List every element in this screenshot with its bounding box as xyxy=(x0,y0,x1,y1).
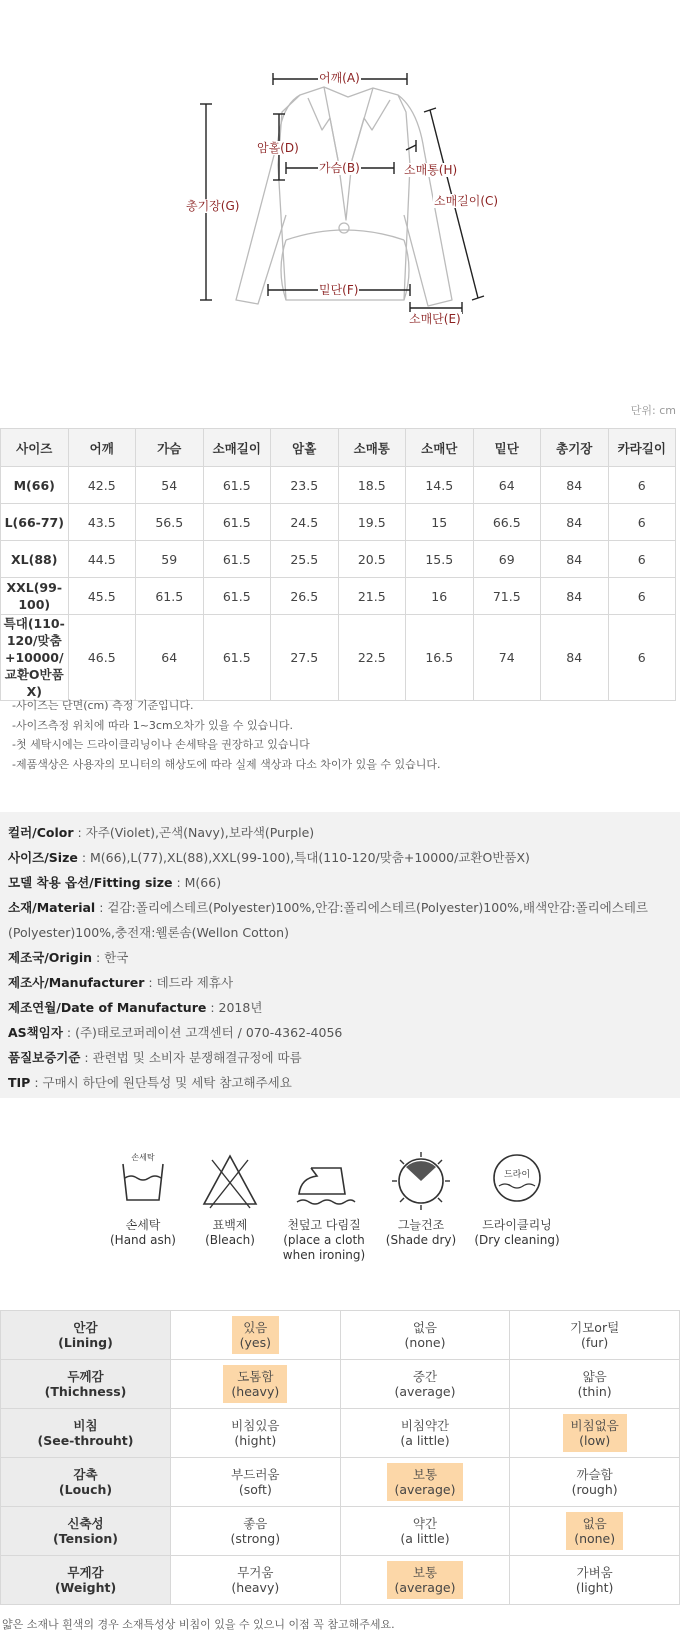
label-chest: 가슴(B) xyxy=(319,161,360,175)
option-en: (average) xyxy=(394,1384,456,1399)
info-value: : M(66) xyxy=(172,875,222,890)
fabric-option-cell xyxy=(510,1409,680,1458)
table-cell: 23.5 xyxy=(271,467,339,504)
table-cell: 64 xyxy=(473,467,541,504)
table-cell: 15 xyxy=(406,504,474,541)
option-en: (a little) xyxy=(400,1531,450,1546)
table-cell: 43.5 xyxy=(68,504,136,541)
table-row xyxy=(1,541,676,578)
table-cell: 84 xyxy=(541,615,609,701)
header-cell: 소매통 xyxy=(338,429,406,467)
fabric-option xyxy=(387,1365,464,1403)
iron-icon xyxy=(289,1150,359,1212)
fabric-option-cell xyxy=(340,1409,510,1458)
table-cell: 26.5 xyxy=(271,578,339,615)
option-en: (a little) xyxy=(400,1433,450,1448)
option-ko: 비침약간 xyxy=(400,1418,450,1433)
fabric-option-cell xyxy=(340,1311,510,1360)
fabric-head-ko: 비침 xyxy=(73,1418,98,1433)
info-key: 제조연월/Date of Manufacture xyxy=(8,1000,207,1015)
header-cell: 암홀 xyxy=(271,429,339,467)
care-label-en: (place a cloth xyxy=(283,1233,365,1247)
fabric-row-head xyxy=(1,1556,171,1605)
fabric-row-head xyxy=(1,1507,171,1556)
option-en: (heavy) xyxy=(231,1580,280,1595)
fabric-option xyxy=(562,1316,627,1354)
table-cell: 59 xyxy=(136,541,204,578)
info-key: 품질보증기준 xyxy=(8,1050,81,1065)
table-cell: 6 xyxy=(608,578,676,615)
info-date xyxy=(8,995,672,1020)
option-en: (light) xyxy=(575,1580,614,1595)
size-name: 특대(110-120/맞춤+10000/교환O반품X) xyxy=(1,615,69,701)
table-cell: 6 xyxy=(608,541,676,578)
care-label-en: (Hand ash) xyxy=(110,1233,176,1247)
fabric-option xyxy=(223,1561,287,1599)
option-en: (rough) xyxy=(571,1482,618,1497)
table-cell: 84 xyxy=(541,504,609,541)
fabric-option-selected xyxy=(563,1414,627,1452)
table-cell: 42.5 xyxy=(68,467,136,504)
care-label-en2: when ironing) xyxy=(282,1248,366,1262)
header-cell: 총기장 xyxy=(541,429,609,467)
fabric-option-cell xyxy=(340,1360,510,1409)
info-size xyxy=(8,845,672,870)
size-name: XL(88) xyxy=(1,541,69,578)
header-cell: 소매길이 xyxy=(203,429,271,467)
table-cell: 21.5 xyxy=(338,578,406,615)
size-table-header xyxy=(1,429,676,467)
note-line: -사이즈측정 위치에 따라 1~3cm오차가 있을 수 있습니다. xyxy=(12,718,293,732)
label-shoulder: 어깨(A) xyxy=(319,71,360,85)
info-key: TIP xyxy=(8,1075,31,1090)
info-fitting xyxy=(8,870,672,895)
info-value: : 한국 xyxy=(92,950,129,965)
table-row xyxy=(1,467,676,504)
fabric-option xyxy=(564,1463,626,1501)
info-key: 제조국/Origin xyxy=(8,950,92,965)
dry-clean-badge: 드라이 xyxy=(503,1170,531,1180)
table-cell: 24.5 xyxy=(271,504,339,541)
size-diagram xyxy=(0,0,680,400)
care-label: 천덮고 다림질 xyxy=(287,1218,361,1232)
table-cell: 15.5 xyxy=(406,541,474,578)
option-en: (soft) xyxy=(238,1482,272,1497)
fabric-option xyxy=(397,1316,454,1354)
option-ko: 가벼움 xyxy=(576,1565,613,1580)
option-en: (thin) xyxy=(577,1384,612,1399)
table-cell: 18.5 xyxy=(338,467,406,504)
option-ko: 비침있음 xyxy=(231,1418,280,1433)
fabric-option xyxy=(223,1463,287,1501)
option-ko: 보통 xyxy=(412,1467,438,1482)
size-name: L(66-77) xyxy=(1,504,69,541)
table-cell: 66.5 xyxy=(473,504,541,541)
fabric-option xyxy=(223,1512,289,1550)
table-cell: 56.5 xyxy=(136,504,204,541)
fabric-row xyxy=(1,1507,680,1556)
option-en: (yes) xyxy=(239,1335,271,1350)
fabric-option-cell xyxy=(171,1458,341,1507)
info-key: AS책임자 xyxy=(8,1025,63,1040)
fabric-option-cell xyxy=(510,1360,680,1409)
fabric-option-cell xyxy=(340,1556,510,1605)
label-sleeve-width: 소매통(H) xyxy=(404,163,458,177)
info-key: 소재/Material xyxy=(8,900,96,915)
table-cell: 22.5 xyxy=(338,615,406,701)
label-sleeve-length: 소매길이(C) xyxy=(434,194,499,208)
option-ko: 무거움 xyxy=(237,1565,274,1580)
table-cell: 61.5 xyxy=(203,578,271,615)
care-instructions xyxy=(0,1150,680,1280)
header-cell: 사이즈 xyxy=(1,429,69,467)
table-cell: 64 xyxy=(136,615,204,701)
table-cell: 69 xyxy=(473,541,541,578)
info-value: : (주)태로코퍼레이션 고객센터 / 070-4362-4056 xyxy=(62,1025,343,1040)
fabric-head-en: (See-throuht) xyxy=(37,1433,134,1448)
fabric-option xyxy=(392,1512,457,1550)
info-manufacturer xyxy=(8,970,672,995)
table-cell: 71.5 xyxy=(473,578,541,615)
table-row xyxy=(1,578,676,615)
unit-label: 단위: cm xyxy=(630,404,676,417)
table-cell: 54 xyxy=(136,467,204,504)
fabric-row-head xyxy=(1,1360,171,1409)
fabric-option-cell xyxy=(171,1360,341,1409)
fabric-head-ko: 신축성 xyxy=(67,1516,104,1531)
care-dry-clean xyxy=(467,1150,567,1248)
fabric-row xyxy=(1,1556,680,1605)
size-name: M(66) xyxy=(1,467,69,504)
fabric-option-cell xyxy=(510,1507,680,1556)
option-en: (average) xyxy=(394,1482,456,1497)
option-en: (heavy) xyxy=(231,1384,280,1399)
fabric-row xyxy=(1,1409,680,1458)
option-ko: 도톰함 xyxy=(237,1369,274,1384)
option-ko: 좋음 xyxy=(243,1516,268,1531)
table-cell: 16 xyxy=(406,578,474,615)
fabric-option-selected xyxy=(223,1365,287,1403)
info-value: : 관련법 및 소비자 분쟁해결규정에 따름 xyxy=(80,1050,302,1065)
option-ko: 부드러움 xyxy=(231,1467,280,1482)
shade-dry-icon xyxy=(390,1150,452,1212)
info-tip xyxy=(8,1070,672,1095)
care-label: 표백제 xyxy=(212,1218,248,1232)
info-color xyxy=(8,820,672,845)
label-hem: 밑단(F) xyxy=(319,283,359,297)
table-cell: 46.5 xyxy=(68,615,136,701)
fabric-option-selected xyxy=(566,1512,623,1550)
care-iron xyxy=(274,1150,374,1263)
size-name: XXL(99-100) xyxy=(1,578,69,615)
table-cell: 61.5 xyxy=(203,504,271,541)
table-cell: 6 xyxy=(608,615,676,701)
option-ko: 없음 xyxy=(582,1516,607,1531)
fabric-table xyxy=(0,1310,680,1605)
label-total-length: 총기장(G) xyxy=(186,199,240,213)
option-en: (hight) xyxy=(234,1433,277,1448)
note-line: -첫 세탁시에는 드라이클리닝이나 손세탁을 권장하고 있습니다 xyxy=(12,738,310,751)
fabric-head-en: (Lining) xyxy=(58,1335,113,1350)
fabric-row-head xyxy=(1,1458,171,1507)
option-en: (none) xyxy=(404,1335,446,1350)
care-shade-dry xyxy=(371,1150,471,1248)
table-cell: 27.5 xyxy=(271,615,339,701)
info-value: : 데드라 제휴사 xyxy=(144,975,234,990)
fabric-option-selected xyxy=(387,1463,464,1501)
table-cell: 84 xyxy=(541,578,609,615)
table-cell: 25.5 xyxy=(271,541,339,578)
info-material xyxy=(8,895,672,920)
fabric-row-head xyxy=(1,1311,171,1360)
info-warranty xyxy=(8,1045,672,1070)
fabric-head-en: (Louch) xyxy=(58,1482,113,1497)
header-cell: 어깨 xyxy=(68,429,136,467)
care-label-en: (Shade dry) xyxy=(385,1233,457,1247)
care-label: 드라이클리닝 xyxy=(482,1218,552,1232)
table-cell: 16.5 xyxy=(406,615,474,701)
option-en: (strong) xyxy=(230,1531,281,1546)
fabric-option-cell xyxy=(171,1311,341,1360)
table-row xyxy=(1,615,676,701)
label-armhole: 암홀(D) xyxy=(257,141,299,155)
info-value: : 2018년 xyxy=(206,1000,263,1015)
table-cell: 6 xyxy=(608,467,676,504)
header-cell: 밑단 xyxy=(473,429,541,467)
care-label: 손세탁 xyxy=(125,1218,161,1232)
table-cell: 44.5 xyxy=(68,541,136,578)
fabric-option-cell xyxy=(340,1458,510,1507)
fabric-option-cell xyxy=(171,1409,341,1458)
size-notes xyxy=(12,696,440,774)
table-cell: 45.5 xyxy=(68,578,136,615)
fabric-option xyxy=(392,1414,457,1452)
fabric-option-cell xyxy=(340,1507,510,1556)
option-ko: 얇음 xyxy=(582,1369,607,1384)
fabric-option-cell xyxy=(510,1556,680,1605)
table-cell: 14.5 xyxy=(406,467,474,504)
fabric-head-ko: 안감 xyxy=(73,1320,98,1335)
size-table xyxy=(0,428,676,701)
info-key: 모델 착용 옵션/Fitting size xyxy=(8,875,173,890)
table-cell: 84 xyxy=(541,467,609,504)
hand-wash-icon xyxy=(113,1150,173,1212)
fabric-option-cell xyxy=(171,1507,341,1556)
option-ko: 기모or털 xyxy=(570,1320,620,1335)
header-cell: 소매단 xyxy=(406,429,474,467)
table-cell: 61.5 xyxy=(203,541,271,578)
fabric-head-en: (Weight) xyxy=(54,1580,117,1595)
footer-note: 얇은 소재나 흰색의 경우 소재특성상 비침이 있을 수 있으니 이점 꼭 참고해주세요. xyxy=(2,1618,395,1631)
table-cell: 61.5 xyxy=(136,578,204,615)
fabric-option-cell xyxy=(510,1458,680,1507)
option-en: (low) xyxy=(579,1433,611,1448)
info-value: : 자주(Violet),곤색(Navy),보라색(Purple) xyxy=(73,825,315,840)
table-cell: 20.5 xyxy=(338,541,406,578)
option-ko: 중간 xyxy=(412,1369,438,1384)
care-label: 그늘건조 xyxy=(397,1218,445,1232)
note-line: -제품색상은 사용자의 모니터의 해상도에 따라 실제 색상과 다소 차이가 있을 수 있습니다. xyxy=(12,757,441,771)
fabric-option xyxy=(570,1365,620,1403)
info-key: 제조사/Manufacturer xyxy=(8,975,145,990)
option-en: (none) xyxy=(574,1531,616,1546)
table-row xyxy=(1,504,676,541)
info-value: : 구매시 하단에 원단특성 및 세탁 참고해주세요 xyxy=(30,1075,292,1090)
table-cell: 74 xyxy=(473,615,541,701)
info-material-cont: (Polyester)100%,충전재:웰론솜(Wellon Cotton) xyxy=(8,925,289,940)
fabric-row xyxy=(1,1360,680,1409)
option-ko: 약간 xyxy=(412,1516,438,1531)
fabric-option-cell xyxy=(510,1311,680,1360)
option-en: (fur) xyxy=(581,1335,609,1350)
option-en: (average) xyxy=(394,1580,456,1595)
fabric-option-cell xyxy=(171,1556,341,1605)
fabric-head-ko: 무게감 xyxy=(67,1565,104,1580)
label-cuff: 소매단(E) xyxy=(409,312,461,326)
table-cell: 84 xyxy=(541,541,609,578)
option-ko: 없음 xyxy=(412,1320,438,1335)
dry-clean-icon xyxy=(487,1150,547,1212)
note-line: -사이즈는 단면(cm) 측정 기준입니다. xyxy=(12,699,194,712)
care-bleach xyxy=(180,1150,280,1248)
fabric-option-selected xyxy=(232,1316,279,1354)
header-cell: 가슴 xyxy=(136,429,204,467)
info-value: : M(66),L(77),XL(88),XXL(99-100),특대(110-120/맞춤+10000/교환O반품X) xyxy=(77,850,530,865)
product-info-panel xyxy=(0,812,680,1098)
no-bleach-icon xyxy=(200,1150,260,1212)
table-cell: 61.5 xyxy=(203,615,271,701)
care-label-en: (Dry cleaning) xyxy=(474,1233,560,1247)
option-ko: 있음 xyxy=(243,1320,268,1335)
info-key: 컬러/Color xyxy=(8,825,74,840)
option-ko: 보통 xyxy=(412,1565,438,1580)
jacket-illustration xyxy=(0,0,680,400)
header-cell: 카라길이 xyxy=(608,429,676,467)
fabric-head-ko: 감촉 xyxy=(73,1467,98,1482)
fabric-head-en: (Thichness) xyxy=(44,1384,127,1399)
hand-wash-badge: 손세탁 xyxy=(131,1153,155,1162)
table-cell: 61.5 xyxy=(203,467,271,504)
info-origin xyxy=(8,945,672,970)
fabric-head-ko: 두께감 xyxy=(67,1369,104,1384)
care-label-en: (Bleach) xyxy=(205,1233,255,1247)
fabric-option-selected xyxy=(387,1561,464,1599)
fabric-row xyxy=(1,1311,680,1360)
info-key: 사이즈/Size xyxy=(8,850,78,865)
option-ko: 까슬함 xyxy=(576,1467,613,1482)
care-hand-wash xyxy=(93,1150,193,1248)
fabric-row-head xyxy=(1,1409,171,1458)
fabric-head-en: (Tension) xyxy=(53,1531,118,1546)
table-cell: 19.5 xyxy=(338,504,406,541)
fabric-row xyxy=(1,1458,680,1507)
option-ko: 비침없음 xyxy=(570,1418,619,1433)
fabric-option xyxy=(223,1414,287,1452)
fabric-option xyxy=(568,1561,621,1599)
info-value: : 겉감:폴리에스테르(Polyester)100%,안감:폴리에스테르(Polyester)100%,배색안감:폴리에스테르 xyxy=(95,900,648,915)
table-cell: 6 xyxy=(608,504,676,541)
info-as xyxy=(8,1020,672,1045)
